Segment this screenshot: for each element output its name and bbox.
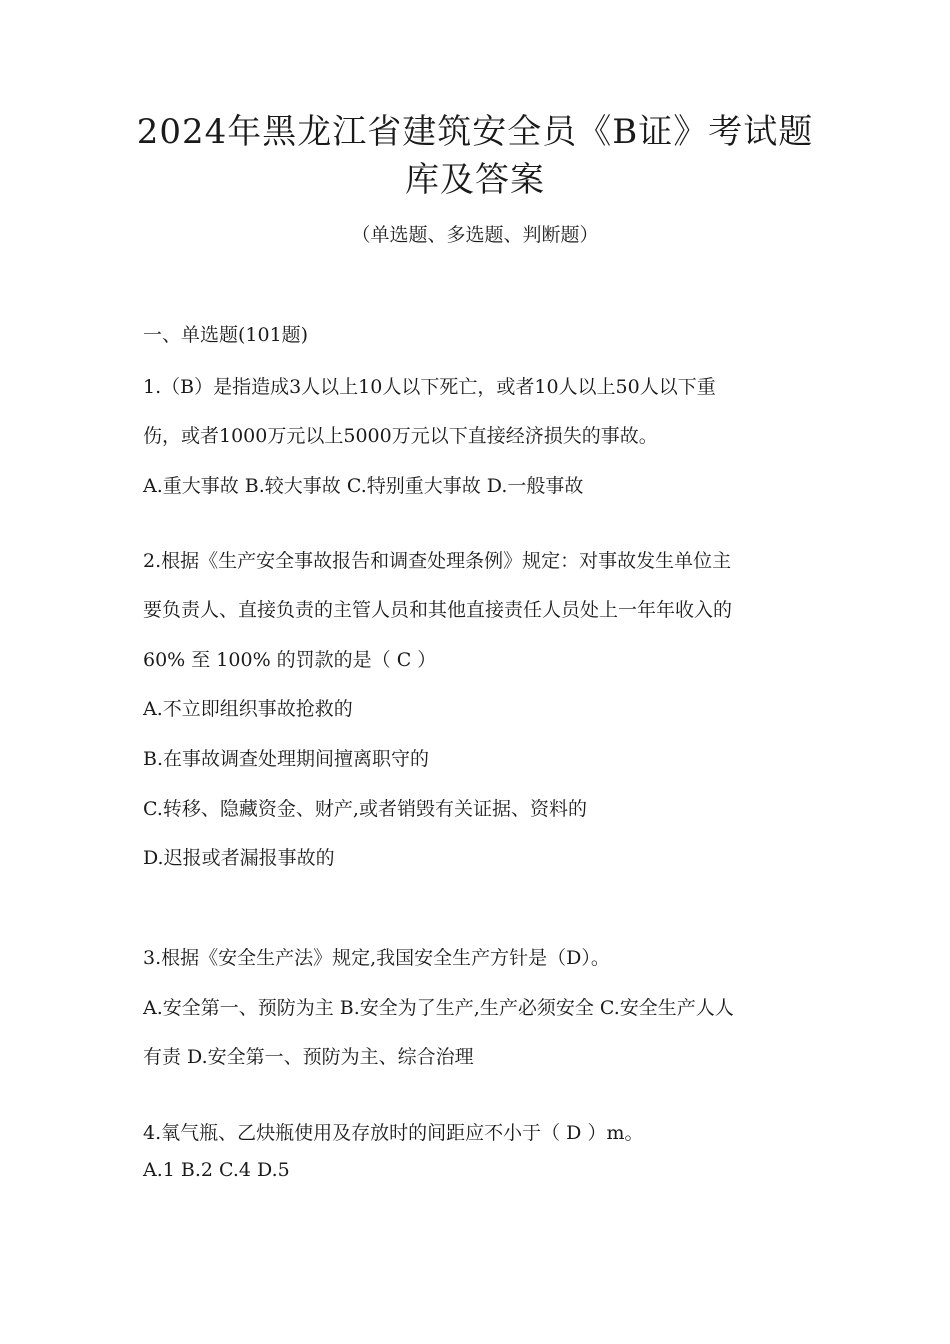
question-4-options: A.1 B.2 C.4 D.5: [143, 1159, 290, 1181]
question-2-stem-line-2: 要负责人、直接负责的主管人员和其他直接责任人员处上一年年收入的: [143, 599, 733, 621]
question-3-options-line-2: 有责 D.安全第一、预防为主、综合治理: [143, 1046, 474, 1068]
document-title-line-1: 2024年黑龙江省建筑安全员《B证》考试题: [136, 112, 814, 152]
question-2-option-d: D.迟报或者漏报事故的: [143, 847, 335, 869]
question-1-stem-line-2: 伤，或者1000万元以上5000万元以下直接经济损失的事故。: [143, 425, 658, 447]
question-3-stem: 3.根据《安全生产法》规定,我国安全生产方针是（D）。: [143, 947, 610, 969]
question-1-options: A.重大事故 B.较大事故 C.特别重大事故 D.一般事故: [143, 475, 584, 497]
question-4-stem: 4.氧气瓶、乙炔瓶使用及存放时的间距应不小于（ D ）m。: [143, 1122, 644, 1144]
document-title-line-2: 库及答案: [405, 160, 545, 200]
section-heading: 一、单选题(101题): [143, 324, 309, 346]
question-2-option-a: A.不立即组织事故抢救的: [143, 698, 353, 720]
question-2-stem-line-1: 2.根据《生产安全事故报告和调查处理条例》规定：对事故发生单位主: [143, 550, 732, 572]
question-2-option-c: C.转移、隐藏资金、财产,或者销毁有关证据、资料的: [143, 798, 587, 820]
question-2-stem-line-3: 60% 至 100% 的罚款的是（ C ）: [143, 649, 437, 671]
question-3-options-line-1: A.安全第一、预防为主 B.安全为了生产,生产必须安全 C.安全生产人人: [143, 997, 734, 1019]
question-1-stem-line-1: 1.（B）是指造成3人以上10人以下死亡，或者10人以上50人以下重: [143, 376, 716, 398]
question-2-option-b: B.在事故调查处理期间擅离职守的: [143, 748, 430, 770]
document-subtitle: （单选题、多选题、判断题）: [351, 224, 599, 246]
